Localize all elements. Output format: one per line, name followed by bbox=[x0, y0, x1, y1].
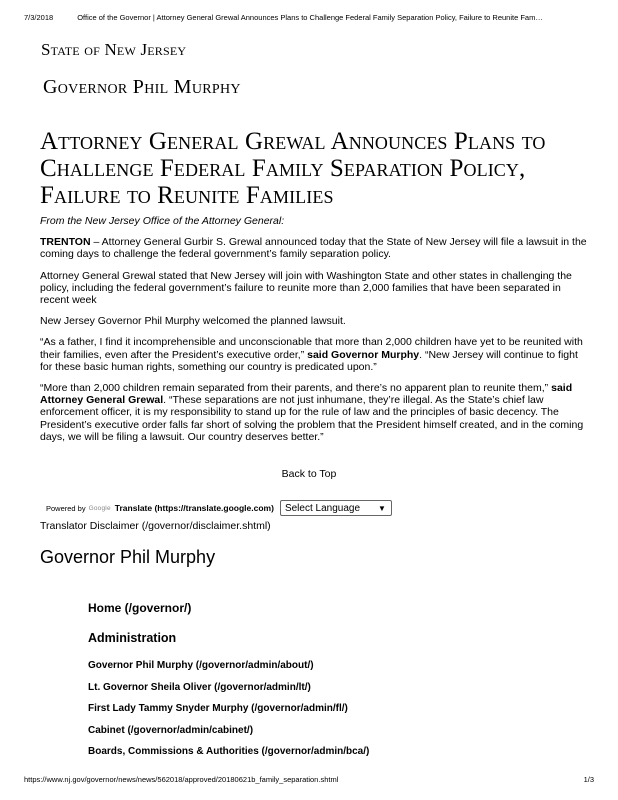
translator-disclaimer-link[interactable]: Translator Disclaimer (/governor/disclaimer.shtml) bbox=[40, 520, 271, 532]
nav-administration-heading: Administration bbox=[88, 631, 177, 645]
speaker-governor: said Governor Murphy bbox=[307, 348, 420, 361]
print-header bbox=[24, 13, 594, 27]
article-paragraph-4: “As a father, I find it incomprehensible and unconscionable that more than 2,000 children have yet to be reunited with their families, even after the President’s executive order,” said Governor Murphy. “New Jersey will continue to fight for these basic human rights, something our country is predicated upon.” bbox=[40, 336, 583, 373]
article-paragraph-2: Attorney General Grewal stated that New Jersey will join with Washington State and other states in challenging the policy, including the federal government’s failure to reunite more than 2,000 families that have been separated in recent week bbox=[40, 269, 572, 307]
speaker-attorney-general: said Attorney General Grewal bbox=[40, 382, 573, 407]
nav-item-governor[interactable]: Governor Phil Murphy (/governor/admin/about/) bbox=[88, 660, 314, 671]
powered-by-label: Powered by bbox=[46, 503, 86, 513]
dateline: TRENTON bbox=[40, 236, 91, 249]
google-logo-icon: Google bbox=[88, 504, 111, 512]
article-body bbox=[40, 215, 588, 452]
article-intro: From the New Jersey Office of the Attorney General: bbox=[40, 215, 285, 227]
google-translate-bar bbox=[46, 500, 392, 516]
article-paragraph-3: New Jersey Governor Phil Murphy welcomed the planned lawsuit. bbox=[40, 315, 346, 328]
back-to-top-link[interactable]: Back to Top bbox=[281, 468, 337, 480]
print-date: 7/3/2018 bbox=[24, 13, 54, 22]
page-number: 1/3 bbox=[583, 775, 594, 784]
nav-item-first-lady[interactable]: First Lady Tammy Snyder Murphy (/governor/admin/fl/) bbox=[88, 703, 348, 714]
administration-nav-list bbox=[88, 660, 369, 768]
nav-item-cabinet[interactable]: Cabinet (/governor/admin/cabinet/) bbox=[88, 724, 254, 736]
governor-phil-murphy-link[interactable]: Governor Phil Murphy bbox=[43, 76, 241, 98]
article-headline: Attorney General Grewal Announces Plans to Challenge Federal Family Separation Policy, Failure to Reunite Families bbox=[40, 128, 546, 209]
dropdown-arrow-icon: ▼ bbox=[378, 503, 386, 513]
translate-link[interactable]: Translate (https://translate.google.com) bbox=[114, 503, 274, 513]
nav-home-link[interactable]: Home (/governor/) bbox=[88, 601, 192, 615]
language-select[interactable] bbox=[280, 500, 392, 516]
footer-governor-title: Governor Phil Murphy bbox=[40, 547, 216, 567]
print-url: https://www.nj.gov/governor/news/news/562018/approved/20180621b_family_separation.shtml bbox=[24, 775, 339, 784]
article-paragraph-1: TRENTON – Attorney General Gurbir S. Grewal announced today that the State of New Jersey will file a lawsuit in the coming days to challenge the federal government’s family separation policy. bbox=[40, 236, 587, 261]
print-footer bbox=[24, 775, 594, 784]
nav-item-lt-governor[interactable]: Lt. Governor Sheila Oliver (/governor/admin/lt/) bbox=[88, 681, 311, 693]
language-select-value: Select Language bbox=[284, 502, 361, 514]
article-paragraph-5: “More than 2,000 children remain separated from their parents, and there’s no apparent plan to reunite them,” said Attorney General Grewal. “These separations are not just inhumane, they’re illegal. As the State’s chief law enforcement officer, it is my responsibility to stand up for the rule of law and the principles of basic decency. The President’s executive order falls far short of solving the problem that the President himself created, and in the coming days, we will be filing a lawsuit. Our country deserves better.” bbox=[40, 382, 584, 443]
print-title: Office of the Governor | Attorney General Grewal Announces Plans to Challenge Federal Family Separation Policy, Failure to Reunite Fam… bbox=[77, 13, 543, 22]
nav-item-boards[interactable]: Boards, Commissions & Authorities (/governor/admin/bca/) bbox=[88, 746, 370, 757]
state-of-new-jersey-link[interactable]: State of New Jersey bbox=[41, 40, 187, 59]
